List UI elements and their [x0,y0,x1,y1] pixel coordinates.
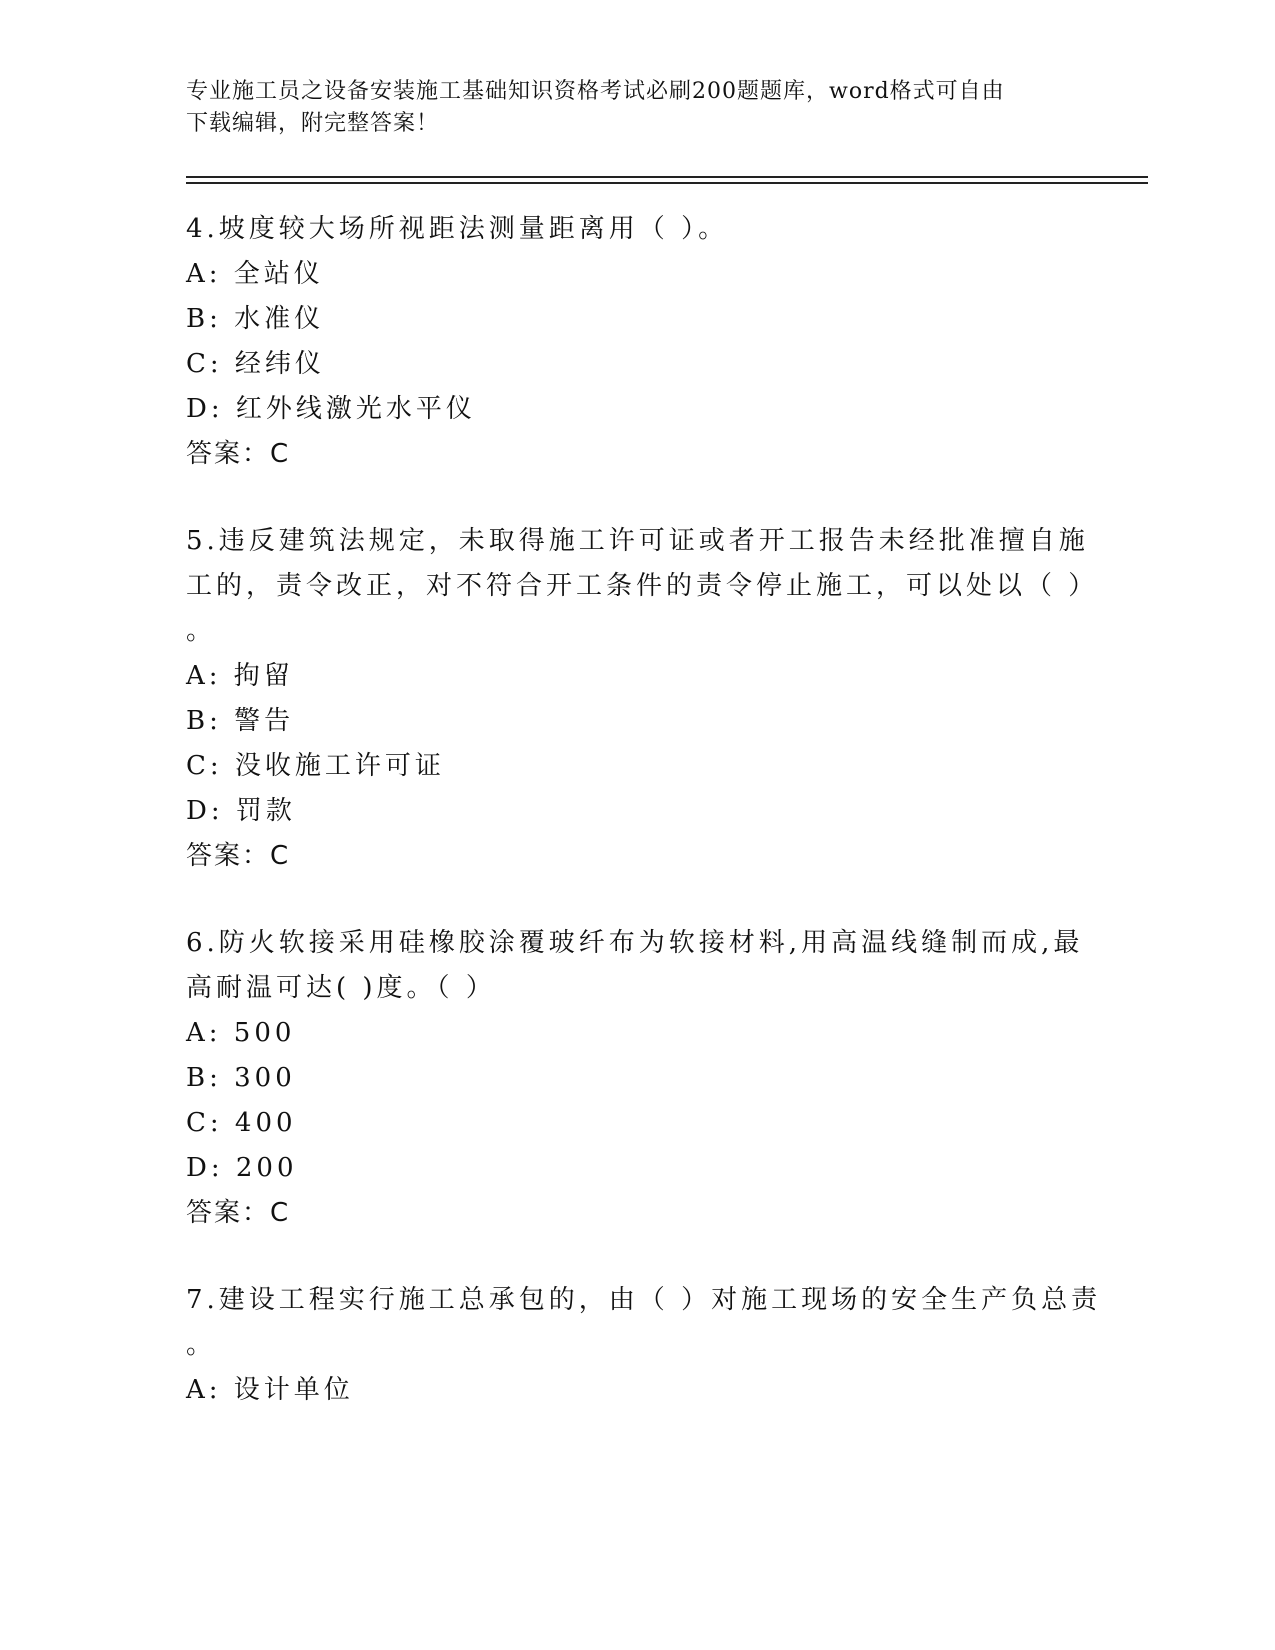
document-header [186,76,1086,140]
question-stem: 工的，责令改正，对不符合开工条件的责令停止施工，可以处以（ ） [186,571,1099,601]
answer-line: 答案：C [186,841,291,871]
option-c: C: 400 [186,1108,297,1138]
question-list [186,207,1102,1455]
option-a: A: 500 [186,1018,296,1048]
option-b: B: 水准仪 [186,304,325,334]
option-a: A: 设计单位 [186,1375,354,1405]
option-c: C: 经纬仪 [186,349,325,379]
question-stem: 4.坡度较大场所视距法测量距离用（ ）。 [186,214,729,244]
option-c: C: 没收施工许可证 [186,751,445,781]
option-b: B: 300 [186,1063,296,1093]
option-b: B: 警告 [186,706,295,736]
question-stem: 5.违反建筑法规定，未取得施工许可证或者开工报告未经批准擅自施 [186,526,1089,556]
question-stem: 。 [186,1330,217,1360]
header-divider-bottom [186,182,1148,184]
header-divider-top [186,176,1148,178]
question-stem: 7.建设工程实行施工总承包的，由（ ）对施工现场的安全生产负总责 [186,1285,1102,1315]
answer-line: 答案：C [186,1198,291,1228]
answer-line: 答案：C [186,439,291,469]
header-line-1: 专业施工员之设备安装施工基础知识资格考试必刷200题题库，word格式可自由 [186,79,1005,104]
option-d: D: 罚款 [186,796,296,826]
question-item [186,921,1086,1236]
option-d: D: 红外线激光水平仪 [186,394,476,424]
question-stem: 高耐温可达( )度。（ ） [186,973,496,1003]
question-item [186,519,1099,879]
option-d: D: 200 [186,1153,298,1183]
header-line-2: 下载编辑，附完整答案！ [186,111,440,136]
option-a: A: 拘留 [186,661,294,691]
option-a: A: 全站仪 [186,259,324,289]
question-stem: 。 [186,616,217,646]
question-item [186,1278,1102,1413]
question-item [186,207,1086,477]
question-stem: 6.防火软接采用硅橡胶涂覆玻纤布为软接材料,用高温线缝制而成,最 [186,928,1084,958]
